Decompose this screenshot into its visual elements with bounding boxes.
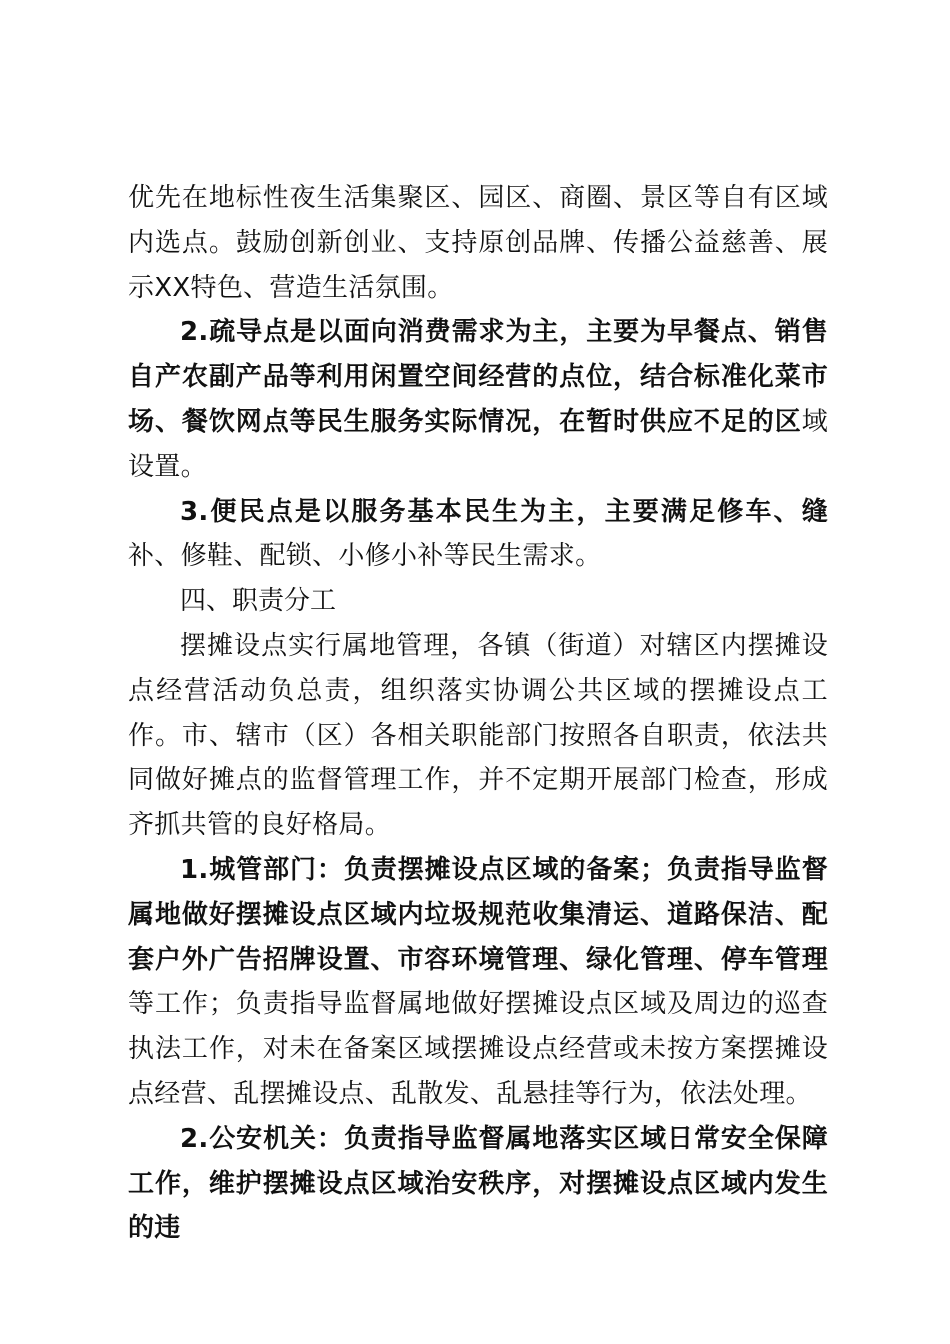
paragraph-intro-text: 优先在地标性夜生活集聚区、园区、商圈、景区等自有区域内选点。鼓励创新创业、支持原创品牌、传播公益慈善、展示XX特色、营造生活氛围。: [128, 183, 828, 303]
paragraph-bianmin-point: [128, 490, 828, 580]
paragraph-duties: [128, 624, 828, 848]
paragraph-police: [128, 1117, 828, 1251]
paragraph-intro: [128, 176, 828, 310]
paragraph-bianmin-bold: 3.便民点是以服务基本民生为主，主要满足修车、缝: [180, 496, 828, 527]
paragraph-shudao-bold: 2.疏导点是以面向消费需求为主，主要为早餐点、销售自产农副产品等利用闲置空间经营的点位，结合标准化菜市场、餐饮网点等民生服务实际情况，在暂时供应不足的区: [128, 317, 828, 437]
section-heading-duties: 四、职责分工: [180, 586, 337, 617]
paragraph-chengguan: [128, 848, 828, 1117]
paragraph-shudao-tail: 域设置。: [128, 406, 828, 482]
paragraph-chengguan-bold: 1.城管部门：负责摆摊设点区域的备案；负责指导监督属地做好摆摊设点区域内垃圾规范收集清运、道路保洁、配套户外广告招牌设置、市容环境管理、绿化管理、停车管理: [128, 854, 828, 975]
paragraph-bianmin-tail: 补、修鞋、配锁、小修小补等民生需求。: [128, 541, 602, 572]
document-page: [128, 176, 828, 1251]
paragraph-chengguan-tail: 等工作；负责指导监督属地做好摆摊设点区域及周边的巡查执法工作，对未在备案区域摆摊设点经营或未按方案摆摊设点经营、乱摆摊设点、乱散发、乱悬挂等行为，依法处理。: [128, 989, 828, 1109]
paragraph-shudao-point: [128, 310, 828, 489]
paragraph-duties-text: 摆摊设点实行属地管理，各镇（街道）对辖区内摆摊设点经营活动负总责，组织落实协调公共区域的摆摊设点工作。市、辖市（区）各相关职能部门按照各自职责，依法共同做好摊点的监督管理工作，并不定期开展部门检查，形成齐抓共管的良好格局。: [128, 630, 828, 841]
paragraph-police-bold: 2.公安机关：负责指导监督属地落实区域日常安全保障工作，维护摆摊设点区域治安秩序，对摆摊设点区域内发生的违: [128, 1123, 828, 1244]
